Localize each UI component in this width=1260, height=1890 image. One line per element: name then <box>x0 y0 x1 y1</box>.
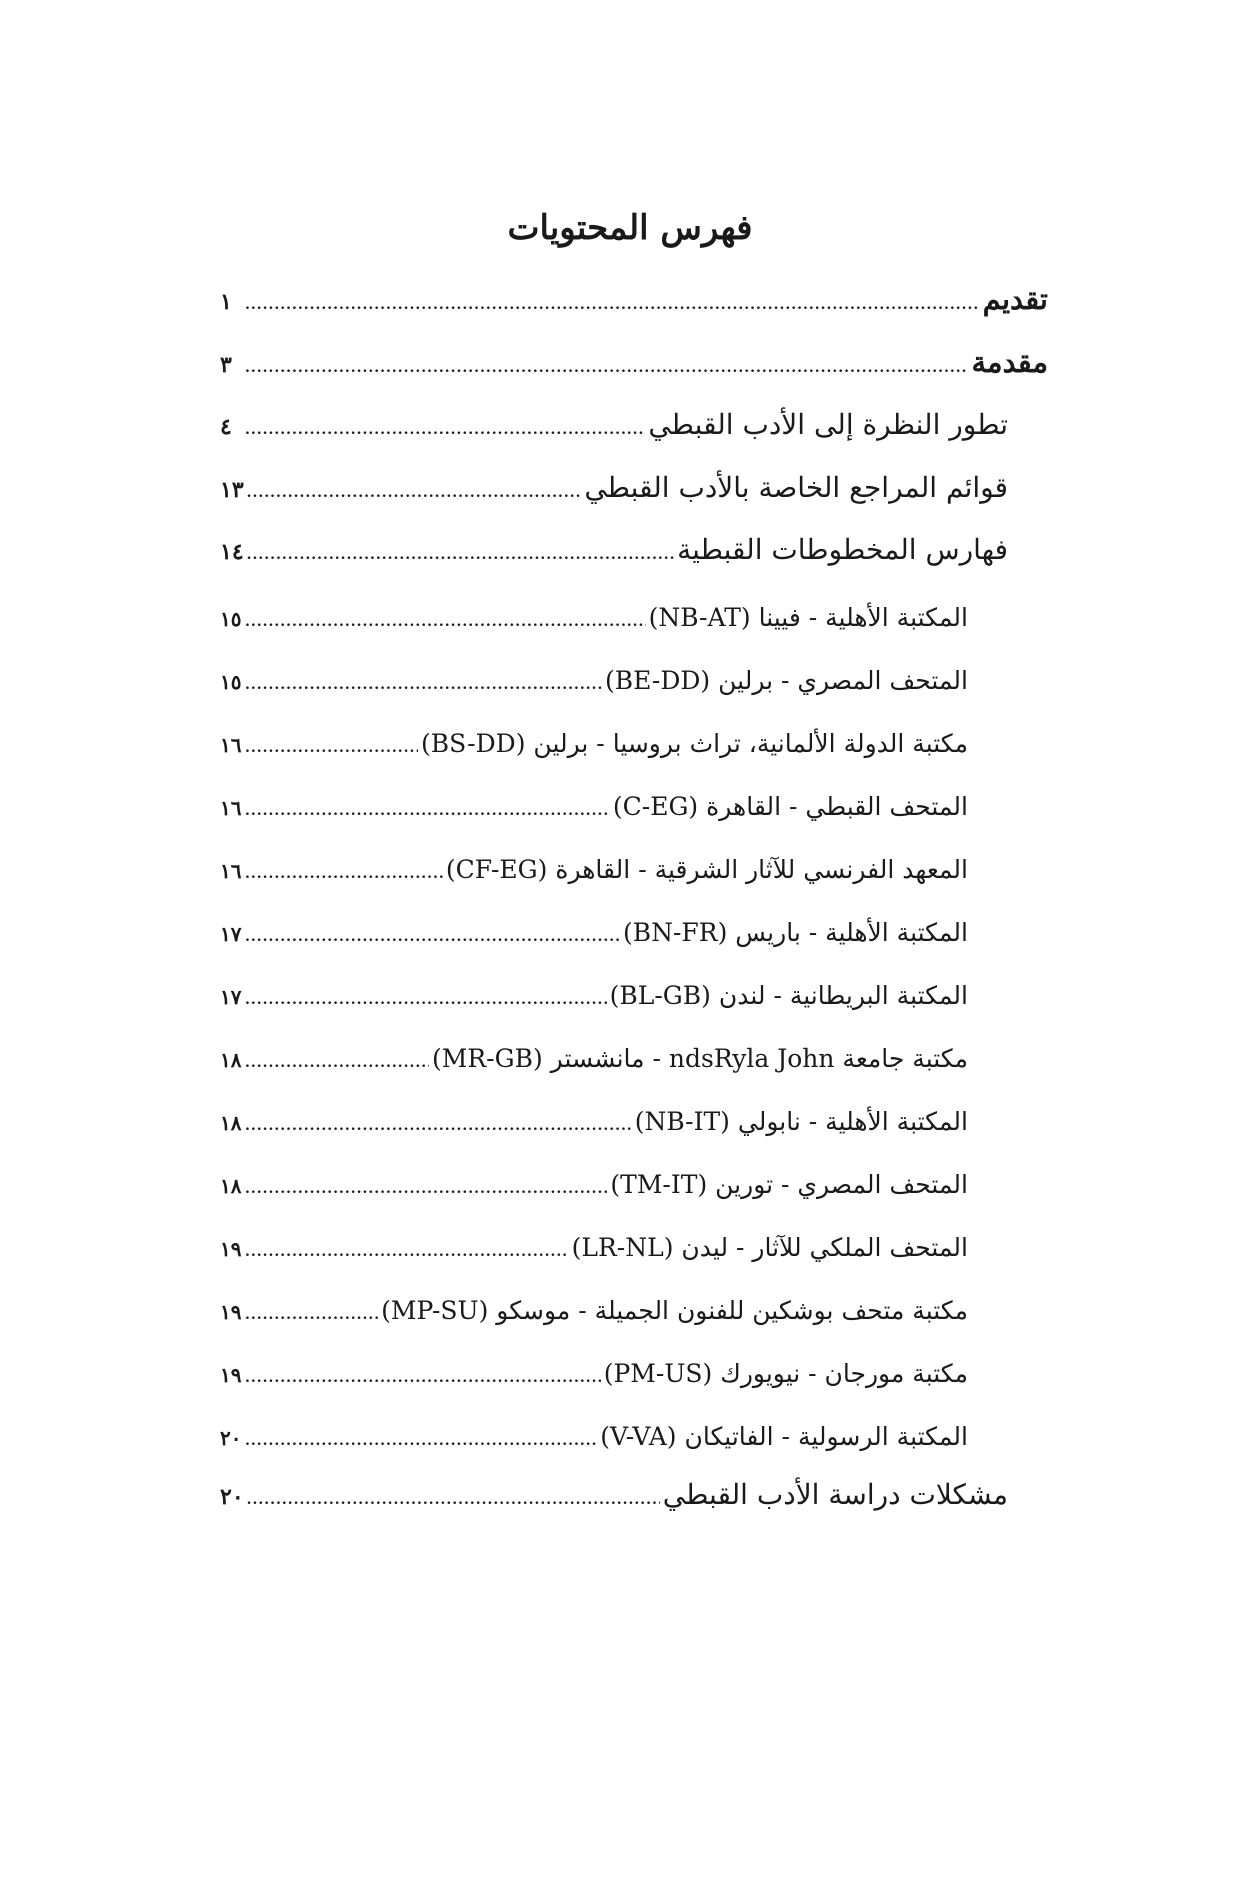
toc-entry <box>220 1478 1008 1528</box>
toc-entry <box>220 1170 968 1220</box>
toc-entry <box>220 533 1008 583</box>
toc-leader-dots <box>245 360 968 376</box>
toc-leader-dots <box>247 1492 660 1508</box>
toc-leader-dots <box>247 547 675 563</box>
toc-entry <box>220 981 968 1031</box>
toc-entry-page: ١٩ <box>220 1237 242 1261</box>
toc-entry-page: ١٩ <box>220 1300 242 1324</box>
toc-entry <box>220 345 1048 395</box>
toc-entry-label: مشكلات دراسة الأدب القبطي <box>662 1478 1008 1511</box>
toc-leader-dots <box>245 740 418 756</box>
toc-entry <box>220 792 968 842</box>
toc-entry-page: ١٥ <box>220 670 242 694</box>
toc-leader-dots <box>245 1433 597 1449</box>
toc-leader-dots <box>247 485 582 501</box>
toc-entry-page: ١٨ <box>220 1111 242 1135</box>
toc-entry <box>220 918 968 968</box>
toc-entry-label: المتحف المصري - تورين (TM-IT) <box>610 1170 968 1199</box>
toc-entry-page: ١٨ <box>220 1174 242 1198</box>
toc-entry-page: ١٩ <box>220 1363 242 1387</box>
toc-leader-dots <box>245 929 620 945</box>
toc-entry <box>220 1422 968 1472</box>
toc-entry <box>220 1359 968 1409</box>
toc-entry-page: ١٧ <box>220 922 242 946</box>
toc-entry-label: تطور النظرة إلى الأدب القبطي <box>648 408 1008 441</box>
toc-entry-page: ٢٠ <box>220 1484 244 1510</box>
toc-entry <box>220 1044 968 1094</box>
toc-entry-page: ٤ <box>220 414 232 440</box>
toc-leader-dots <box>245 1118 632 1134</box>
toc-entry-label: مكتبة مورجان - نيويورك (PM-US) <box>603 1359 968 1388</box>
toc-leader-dots <box>245 1244 569 1260</box>
toc-entry-label: المكتبة البريطانية - لندن (BL-GB) <box>609 981 968 1010</box>
toc-entry <box>220 471 1008 521</box>
toc-entry-label: تقديم <box>982 282 1048 316</box>
toc-leader-dots <box>245 1370 601 1386</box>
toc-entry-label: المكتبة الأهلية - باريس (BN-FR) <box>622 918 968 947</box>
toc-entry-label: قوائم المراجع الخاصة بالأدب القبطي <box>584 471 1008 504</box>
toc-leader-dots <box>245 992 607 1008</box>
toc-entry <box>220 282 1048 332</box>
toc-entry-label: فهارس المخطوطات القبطية <box>677 533 1008 566</box>
toc-leader-dots <box>245 1181 607 1197</box>
toc-entry <box>220 603 968 653</box>
toc-entry-label: مقدمة <box>971 345 1048 379</box>
toc-entry-page: ١٥ <box>220 607 242 631</box>
toc-leader-dots <box>245 614 646 630</box>
toc-leader-dots <box>245 1307 378 1323</box>
page-title: فهرس المحتويات <box>507 208 753 248</box>
toc-entry-label: مكتبة الدولة الألمانية، تراث بروسيا - برلين (BS-DD) <box>421 729 968 758</box>
toc-entry-page: ١٨ <box>220 1048 242 1072</box>
toc-leader-dots <box>245 422 645 438</box>
toc-entry <box>220 1107 968 1157</box>
toc-leader-dots <box>245 1055 429 1071</box>
toc-entry-label: المتحف المصري - برلين (BE-DD) <box>605 666 968 695</box>
toc-entry <box>220 408 1008 458</box>
toc-leader-dots <box>245 866 443 882</box>
toc-entry-page: ١٦ <box>220 859 242 883</box>
toc-entry-label: المكتبة الرسولية - الفاتيكان (V-VA) <box>600 1422 968 1451</box>
toc-leader-dots <box>245 677 602 693</box>
toc-entry <box>220 1233 968 1283</box>
toc-entry <box>220 666 968 716</box>
toc-entry <box>220 855 968 905</box>
toc-entry-label: مكتبة جامعة ndsRyla John - مانشستر (MR-GB) <box>431 1044 968 1073</box>
toc-entry-page: ١٦ <box>220 733 242 757</box>
toc-entry-page: ١٦ <box>220 796 242 820</box>
toc-leader-dots <box>245 803 610 819</box>
toc-entry <box>220 729 968 779</box>
toc-entry-label: المتحف الملكي للآثار - ليدن (LR-NL) <box>571 1233 968 1262</box>
toc-entry-label: المكتبة الأهلية - فيينا (NB-AT) <box>648 603 968 632</box>
toc-entry-label: المتحف القبطي - القاهرة (C-EG) <box>612 792 968 821</box>
toc-entry-page: ٣ <box>220 352 232 378</box>
toc-entry-label: مكتبة متحف بوشكين للفنون الجميلة - موسكو (MP-SU) <box>381 1296 968 1325</box>
toc-entry-page: ١٧ <box>220 985 242 1009</box>
toc-entry-label: المكتبة الأهلية - نابولي (NB-IT) <box>634 1107 968 1136</box>
toc-entry-page: ١ <box>220 289 232 315</box>
toc-entry-page: ١٣ <box>220 477 244 503</box>
toc-entry-page: ٢٠ <box>220 1426 242 1450</box>
toc-entry <box>220 1296 968 1346</box>
toc-list <box>220 0 1048 1890</box>
toc-entry-page: ١٤ <box>220 539 244 565</box>
toc-entry-label: المعهد الفرنسي للآثار الشرقية - القاهرة (CF-EG) <box>445 855 968 884</box>
toc-leader-dots <box>245 297 980 313</box>
